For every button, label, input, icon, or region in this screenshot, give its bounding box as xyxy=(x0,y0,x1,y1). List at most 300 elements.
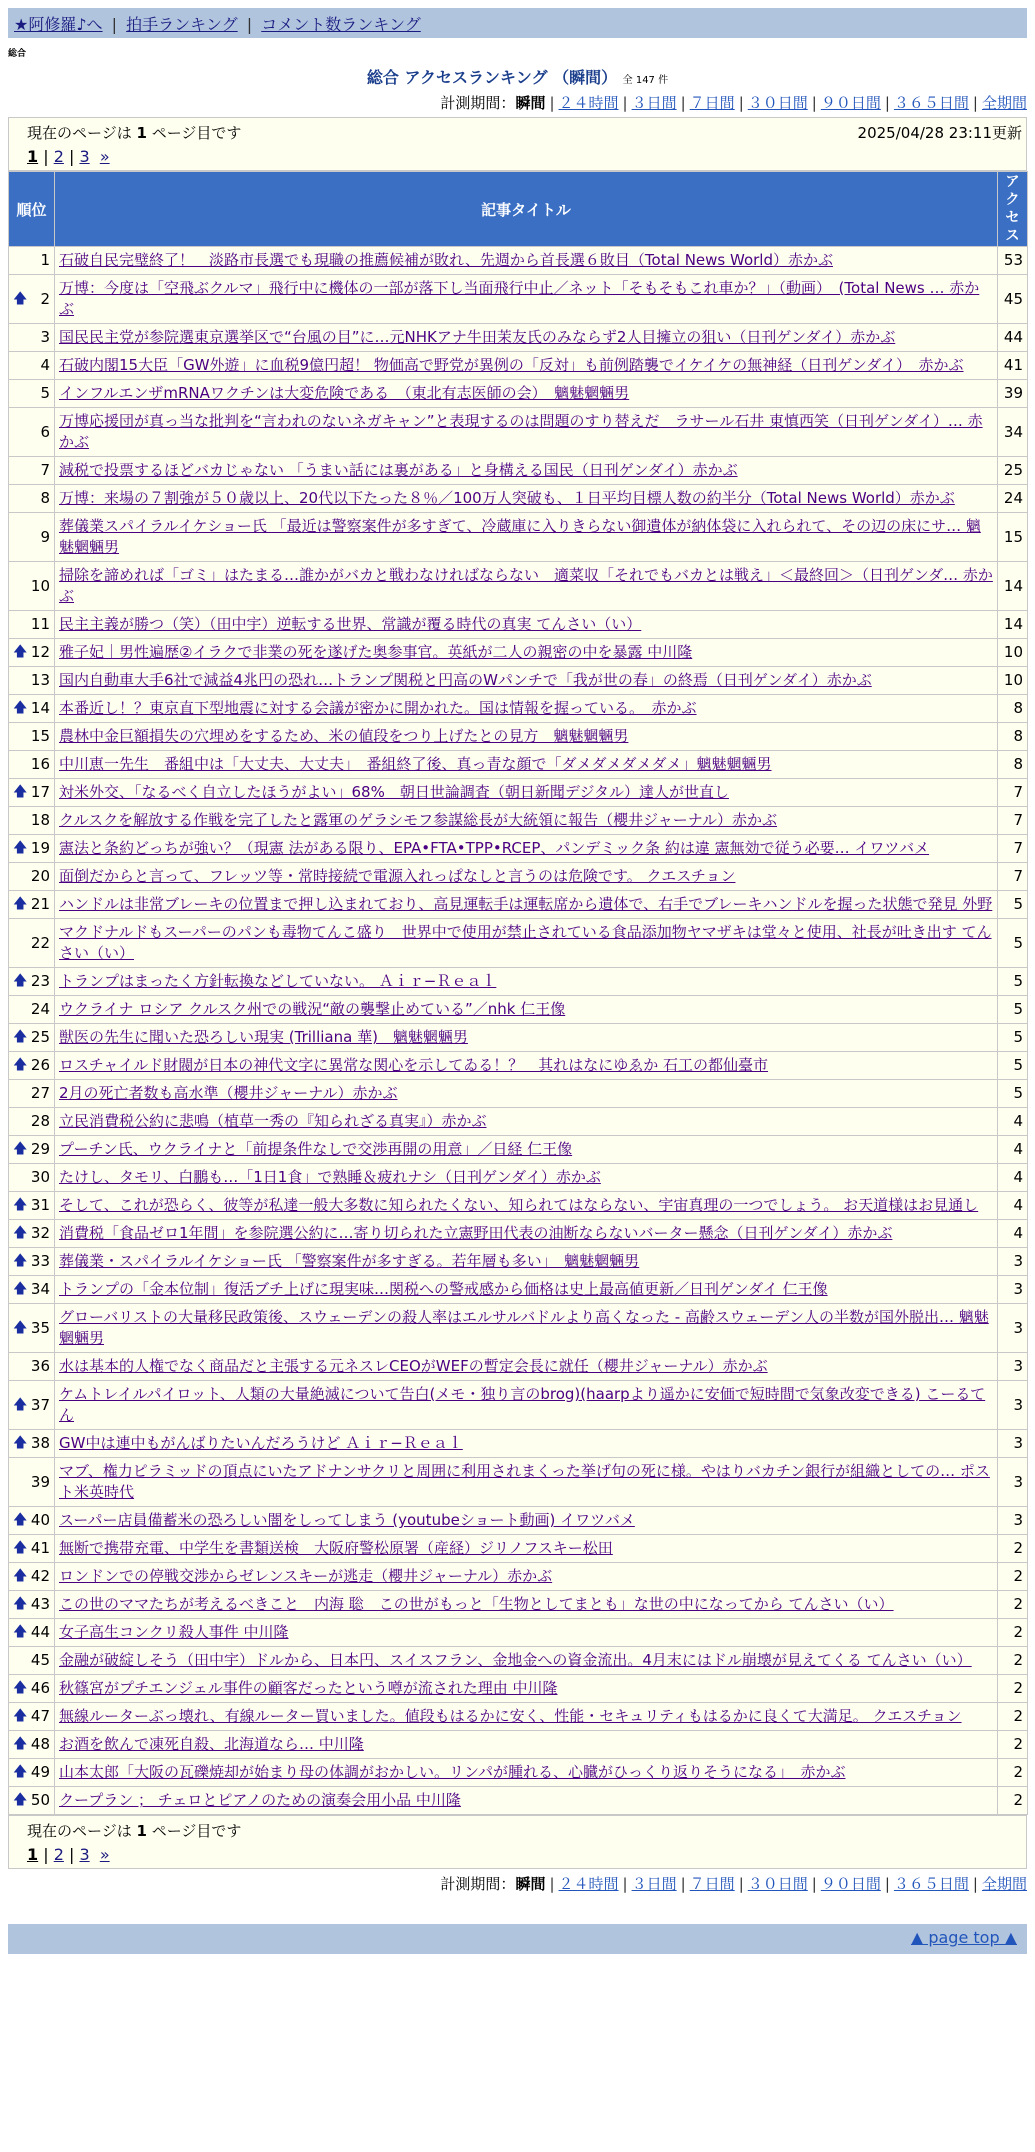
rank-number: 41 xyxy=(30,1539,50,1557)
period-link[interactable]: 全期間 xyxy=(981,1875,1027,1893)
rank-number: 40 xyxy=(30,1511,50,1529)
title-cell xyxy=(55,1591,998,1619)
comment-ranking-link[interactable]: コメント数ランキング xyxy=(261,15,421,34)
rank-cell xyxy=(9,1759,55,1787)
rank-cell xyxy=(9,562,55,611)
access-count: 2 xyxy=(998,1647,1028,1675)
rank-cell xyxy=(9,1192,55,1220)
period-separator: | xyxy=(549,94,555,112)
title-cell xyxy=(55,1787,998,1815)
access-count: 3 xyxy=(998,1304,1028,1353)
article-title-link[interactable]: 葬儀業スパイラルイケショー氏 「最近は警察案件が多すぎて、冷蔵庫に入りきらない御遺体が納体袋に入れられて、その辺の床にサ… 魑魅魍魎男 xyxy=(59,517,981,556)
up-arrow-icon: 🡅 xyxy=(13,700,28,716)
rank-number: 4 xyxy=(40,356,50,374)
table-row xyxy=(9,1458,1028,1507)
period-link[interactable]: ３６５日間 xyxy=(893,94,969,112)
article-title-link[interactable]: 民主主義が勝つ（笑）（田中宇）逆転する世界、常識が覆る時代の真実 てんさい（い） xyxy=(59,615,642,633)
article-title-link[interactable]: 石破内閣15大臣「GW外遊」に血税9億円超！ 物価高で野党が異例の「反対」も前例踏襲でイケイケの無神経（日刊ゲンダイ） 赤かぶ xyxy=(59,356,964,374)
rank-number: 50 xyxy=(30,1791,50,1809)
rank-number: 42 xyxy=(30,1567,50,1585)
access-count: 53 xyxy=(998,247,1028,275)
article-title-link[interactable]: トランプはまったく方針転換などしていない。 Ａｉｒ−Ｒｅａｌ xyxy=(59,972,497,990)
nav-separator: | xyxy=(111,15,118,34)
up-arrow-icon: 🡅 xyxy=(13,1624,28,1640)
page-top-link[interactable]: ▲ page top ▲ xyxy=(910,1928,1017,1947)
article-title-link[interactable]: 本番近し！？東京直下型地震に対する会議が密かに開かれた。国は情報を握っている。 赤かぶ xyxy=(59,699,697,717)
article-title-link[interactable]: たけし、タモリ、白鵬も…「1日1食」で熟睡＆疲れナシ（日刊ゲンダイ）赤かぶ xyxy=(59,1168,601,1186)
current-page-text: 現在のページは 1 ページ目です xyxy=(27,1822,242,1840)
article-title-link[interactable]: そして、これが恐らく、彼等が私達一般大多数に知られたくない、知られてはならない、宇宙真理の一つでしょう。 お天道様はお見通し xyxy=(59,1196,979,1214)
rank-number: 18 xyxy=(30,811,50,829)
rank-number: 9 xyxy=(40,527,50,546)
access-count: 8 xyxy=(998,751,1028,779)
rank-cell xyxy=(9,352,55,380)
rank-cell xyxy=(9,611,55,639)
title-cell xyxy=(55,996,998,1024)
title-cell xyxy=(55,863,998,891)
rank-cell xyxy=(9,1675,55,1703)
period-separator: | xyxy=(738,94,744,112)
table-row xyxy=(9,457,1028,485)
title-cell xyxy=(55,1164,998,1192)
access-count: 14 xyxy=(998,611,1028,639)
rank-cell xyxy=(9,779,55,807)
article-title-link[interactable]: この世のママたちが考えるべきこと 内海 聡 この世がもっと「生物としてまとも」な世の中になってから てんさい（い） xyxy=(59,1595,894,1613)
pager-page-3[interactable]: 3 xyxy=(79,1845,90,1864)
table-row xyxy=(9,1731,1028,1759)
table-row xyxy=(9,1248,1028,1276)
title-cell xyxy=(55,751,998,779)
period-link[interactable]: ２４時間 xyxy=(558,1875,619,1893)
access-count: 5 xyxy=(998,968,1028,996)
up-arrow-icon: 🡅 xyxy=(13,1568,28,1584)
title-cell xyxy=(55,1619,998,1647)
top-nav-bar xyxy=(8,8,1027,38)
table-row xyxy=(9,408,1028,457)
article-title-link[interactable]: クルスクを解放する作戦を完了したと露軍のゲラシモフ参謀総長が大統領に報告（櫻井ジャーナル）赤かぶ xyxy=(59,811,778,829)
table-row xyxy=(9,1787,1028,1815)
article-title-link[interactable]: 獣医の先生に聞いた恐ろしい現実 (Trilliana 華) 魑魅魍魎男 xyxy=(59,1028,468,1046)
access-count: 2 xyxy=(998,1535,1028,1563)
period-separator: | xyxy=(884,94,890,112)
access-count: 2 xyxy=(998,1619,1028,1647)
table-row xyxy=(9,695,1028,723)
pager-page-3[interactable]: 3 xyxy=(79,147,90,166)
title-cell xyxy=(55,1563,998,1591)
article-title-link[interactable]: 国内自動車大手6社で減益4兆円の恐れ…トランプ関税と円高のWパンチで「我が世の春」の終焉（日刊ゲンダイ）赤かぶ xyxy=(59,671,872,689)
rank-number: 15 xyxy=(30,727,50,745)
rank-cell xyxy=(9,1535,55,1563)
title-cell xyxy=(55,457,998,485)
title-cell xyxy=(55,723,998,751)
rank-cell xyxy=(9,513,55,562)
access-count: 3 xyxy=(998,1381,1028,1430)
rank-number: 33 xyxy=(30,1252,50,1270)
rank-number: 32 xyxy=(30,1224,50,1242)
title-cell xyxy=(55,891,998,919)
access-count: 2 xyxy=(998,1731,1028,1759)
article-title-link[interactable]: GW中は連中もがんばりたいんだろうけど Ａｉｒ−Ｒｅａｌ xyxy=(59,1434,463,1452)
article-title-link[interactable]: グローバリストの大量移民政策後、スウェーデンの殺人率はエルサルバドルより高くなった - 高齢スウェーデン人の半数が国外脱出… 魑魅魍魎男 xyxy=(59,1308,989,1347)
rank-number: 8 xyxy=(40,489,50,507)
title-cell xyxy=(55,1535,998,1563)
access-count: 10 xyxy=(998,639,1028,667)
up-arrow-icon: 🡅 xyxy=(13,1680,28,1696)
rank-cell xyxy=(9,1787,55,1815)
page-info-box-top xyxy=(8,117,1027,171)
rank-cell xyxy=(9,807,55,835)
table-row xyxy=(9,863,1028,891)
table-row xyxy=(9,1647,1028,1675)
period-link[interactable]: ２４時間 xyxy=(558,94,619,112)
up-arrow-icon: 🡅 xyxy=(13,1596,28,1612)
access-count: 7 xyxy=(998,807,1028,835)
period-link[interactable]: ７日間 xyxy=(689,1875,735,1893)
table-header-row xyxy=(9,172,1028,247)
table-row xyxy=(9,807,1028,835)
pager-next[interactable]: » xyxy=(99,147,110,166)
table-row xyxy=(9,562,1028,611)
table-row xyxy=(9,996,1028,1024)
rank-cell xyxy=(9,1703,55,1731)
rank-number: 23 xyxy=(30,972,50,990)
title-cell xyxy=(55,1647,998,1675)
title-cell xyxy=(55,352,998,380)
up-arrow-icon: 🡅 xyxy=(13,973,28,989)
pager-current: 1 xyxy=(27,1845,39,1864)
rank-cell xyxy=(9,863,55,891)
article-title-link[interactable]: 2月の死亡者数も高水準（櫻井ジャーナル）赤かぶ xyxy=(59,1084,398,1102)
access-count: 4 xyxy=(998,1192,1028,1220)
up-arrow-icon: 🡅 xyxy=(13,1764,28,1780)
article-title-link[interactable]: クープラン ； チェロとピアノのための演奏会用小品 中川隆 xyxy=(59,1791,461,1809)
table-row xyxy=(9,275,1028,324)
title-cell xyxy=(55,408,998,457)
access-count: 8 xyxy=(998,695,1028,723)
rank-number: 2 xyxy=(40,289,50,308)
access-count: 3 xyxy=(998,1353,1028,1381)
article-title-link[interactable]: ロスチャイルド財閥が日本の神代文字に異常な関心を示してゐる！？ 其れはなにゆゑか 石工の都仙臺市 xyxy=(59,1056,769,1074)
rank-cell xyxy=(9,1381,55,1430)
article-title-link[interactable]: インフルエンザmRNAワクチンは大変危険である （東北有志医師の会） 魑魅魍魎男 xyxy=(59,384,630,402)
current-page-text: 現在のページは 1 ページ目です xyxy=(27,124,242,142)
table-row xyxy=(9,1759,1028,1787)
rank-number: 49 xyxy=(30,1763,50,1781)
title-cell xyxy=(55,919,998,968)
access-count: 2 xyxy=(998,1703,1028,1731)
article-title-link[interactable]: 山本太郎「大阪の瓦礫焼却が始まり母の体調がおかしい。リンパが腫れる、心臓がひっくり返りそうになる」 赤かぶ xyxy=(59,1763,846,1781)
rank-number: 46 xyxy=(30,1679,50,1697)
rank-number: 34 xyxy=(30,1280,50,1298)
rank-number: 44 xyxy=(30,1623,50,1641)
article-title-link[interactable]: 国民民主党が参院選東京選挙区で“台風の目”に…元NHKアナ牛田茉友氏のみならず2人目擁立の狙い（日刊ゲンダイ）赤かぶ xyxy=(59,328,896,346)
rank-cell xyxy=(9,1248,55,1276)
table-row xyxy=(9,1136,1028,1164)
rank-number: 21 xyxy=(30,895,50,913)
up-arrow-icon: 🡅 xyxy=(13,1736,28,1752)
rank-cell xyxy=(9,1108,55,1136)
rank-number: 36 xyxy=(30,1357,50,1375)
rank-cell xyxy=(9,1276,55,1304)
pager-current: 1 xyxy=(27,147,39,166)
rank-cell xyxy=(9,968,55,996)
up-arrow-icon: 🡅 xyxy=(13,1396,28,1413)
period-link[interactable]: ７日間 xyxy=(689,94,735,112)
up-arrow-icon: 🡅 xyxy=(13,1512,28,1528)
rank-cell xyxy=(9,919,55,968)
article-title-link[interactable]: ハンドルは非常ブレーキの位置まで押し込まれており、高見運転手は運転席から遺体で、右手でブレーキハンドルを握った状態で発見 外野 xyxy=(59,895,993,913)
table-row xyxy=(9,639,1028,667)
rank-number: 17 xyxy=(30,783,50,801)
rank-cell xyxy=(9,639,55,667)
rank-number: 19 xyxy=(30,839,50,857)
access-count: 5 xyxy=(998,1080,1028,1108)
access-count: 5 xyxy=(998,996,1028,1024)
rank-number: 11 xyxy=(30,615,50,633)
title-cell xyxy=(55,1248,998,1276)
title-cell xyxy=(55,1731,998,1759)
rank-number: 7 xyxy=(40,461,50,479)
rank-cell xyxy=(9,695,55,723)
pager-bottom: 1 | 2 | 3 » xyxy=(27,1845,110,1864)
table-row xyxy=(9,667,1028,695)
table-row xyxy=(9,1164,1028,1192)
title-cell xyxy=(55,639,998,667)
access-count: 3 xyxy=(998,1430,1028,1458)
access-count: 5 xyxy=(998,891,1028,919)
rank-number: 45 xyxy=(30,1651,50,1669)
title-cell xyxy=(55,968,998,996)
period-separator: | xyxy=(680,1875,686,1893)
access-count: 24 xyxy=(998,485,1028,513)
article-title-link[interactable]: お酒を飲んで凍死自殺、北海道なら… 中川隆 xyxy=(59,1735,364,1753)
access-count: 3 xyxy=(998,1507,1028,1535)
pager-next[interactable]: » xyxy=(99,1845,110,1864)
period-separator: | xyxy=(811,94,817,112)
access-count: 8 xyxy=(998,723,1028,751)
category-label: 総合 xyxy=(8,49,27,59)
access-count: 3 xyxy=(998,1248,1028,1276)
up-arrow-icon: 🡅 xyxy=(13,1225,28,1241)
article-title-link[interactable]: 万博：今度は「空飛ぶクルマ」飛行中に機体の一部が落下し当面飛行中止／ネット「そもそもこれ車か？」（動画） (Total News … 赤かぶ xyxy=(59,279,980,318)
title-cell xyxy=(55,667,998,695)
title-cell xyxy=(55,1430,998,1458)
up-arrow-icon: 🡅 xyxy=(13,290,28,307)
table-row xyxy=(9,919,1028,968)
period-separator: | xyxy=(622,94,628,112)
access-count: 39 xyxy=(998,380,1028,408)
table-row xyxy=(9,380,1028,408)
rank-cell xyxy=(9,1507,55,1535)
article-title-link[interactable]: ケムトレイルパイロット、人類の大量絶滅について告白(メモ・独り言のbrog)(haarpより遥かに安価で短時間で気象改変できる) こーるてん xyxy=(59,1385,986,1424)
updated-timestamp: 2025/04/28 23:11更新 xyxy=(857,124,1022,142)
up-arrow-icon: 🡅 xyxy=(13,1708,28,1724)
access-count: 44 xyxy=(998,324,1028,352)
rank-number: 22 xyxy=(30,933,50,952)
table-row xyxy=(9,1703,1028,1731)
access-count: 2 xyxy=(998,1787,1028,1815)
title-cell xyxy=(55,1080,998,1108)
table-row xyxy=(9,1052,1028,1080)
period-link[interactable]: ３日間 xyxy=(631,94,677,112)
article-title-link[interactable]: 秋篠宮がプチエンジェル事件の顧客だったという噂が流された理由 中川隆 xyxy=(59,1679,558,1697)
title-cell xyxy=(55,1381,998,1430)
period-link[interactable]: ９０日間 xyxy=(820,1875,881,1893)
access-count: 14 xyxy=(998,562,1028,611)
table-row xyxy=(9,1430,1028,1458)
rank-number: 31 xyxy=(30,1196,50,1214)
table-row xyxy=(9,247,1028,275)
period-link[interactable]: ３０日間 xyxy=(747,1875,808,1893)
period-label: 計測期間： xyxy=(440,1875,516,1893)
rank-cell xyxy=(9,275,55,324)
up-arrow-icon: 🡅 xyxy=(13,1029,28,1045)
title-cell xyxy=(55,485,998,513)
article-title-link[interactable]: ウクライナ ロシア クルスク州での戦況“敵の襲撃止めている”／nhk 仁王像 xyxy=(59,1000,566,1018)
rank-number: 16 xyxy=(30,755,50,773)
ranking-title: 総合 アクセスランキング （瞬間） xyxy=(366,68,618,87)
article-title-link[interactable]: マブ、権力ピラミッドの頂点にいたアドナンサクリと周囲に利用されまくった挙げ句の死に様。やはりバカチン銀行が組織としての… ポスト米英時代 xyxy=(59,1462,990,1501)
rank-number: 28 xyxy=(30,1112,50,1130)
rank-cell xyxy=(9,667,55,695)
rank-cell xyxy=(9,1220,55,1248)
period-link[interactable]: ３６５日間 xyxy=(893,1875,969,1893)
col-rank-header: 順位 xyxy=(9,172,55,247)
article-title-link[interactable]: 金融が破綻しそう（田中宇）ドルから、日本円、スイスフラン、金地金への資金流出。4月末にはドル崩壊が見えてくる てんさい（い） xyxy=(59,1651,972,1669)
up-arrow-icon: 🡅 xyxy=(13,1319,28,1336)
rank-cell xyxy=(9,457,55,485)
up-arrow-icon: 🡅 xyxy=(13,1540,28,1556)
table-row xyxy=(9,1591,1028,1619)
rank-cell xyxy=(9,324,55,352)
rank-number: 13 xyxy=(30,671,50,689)
period-link[interactable]: 全期間 xyxy=(981,94,1027,112)
period-separator: | xyxy=(622,1875,628,1893)
article-title-link[interactable]: 農林中金巨額損失の穴埋めをするため、米の値段をつり上げたとの見方 魑魅魍魎男 xyxy=(59,727,629,745)
article-title-link[interactable]: 面倒だからと言って、フレッツ等・常時接続で電源入れっぱなしと言うのは危険です。 クエスチョン xyxy=(59,867,736,885)
rank-number: 5 xyxy=(40,384,50,402)
rank-number: 30 xyxy=(30,1168,50,1186)
table-row xyxy=(9,835,1028,863)
rank-number: 48 xyxy=(30,1735,50,1753)
article-title-link[interactable]: 対米外交、「なるべく自立したほうがよい」68% 朝日世論調査（朝日新聞デジタル）達人が世直し xyxy=(59,783,729,801)
article-title-link[interactable]: 憲法と条約どっちが強い？（現憲 法がある限り、EPA•FTA•TPP•RCEP、パンデミック条 約は違 憲無効で従う必要… イワツバメ xyxy=(59,839,930,857)
article-title-link[interactable]: スーパー店員備蓄米の恐ろしい闇をしってしまう (youtubeショート動画) イワツバメ xyxy=(59,1511,635,1529)
applause-ranking-link[interactable]: 拍手ランキング xyxy=(126,15,238,34)
access-count: 34 xyxy=(998,408,1028,457)
up-arrow-icon: 🡅 xyxy=(13,840,28,856)
article-title-link[interactable]: ロンドンでの停戦交渉からゼレンスキーが逃走（櫻井ジャーナル）赤かぶ xyxy=(59,1567,553,1585)
rank-cell xyxy=(9,1080,55,1108)
article-title-link[interactable]: 女子高生コンクリ殺人事件 中川隆 xyxy=(59,1623,289,1641)
pager-page-2[interactable]: 2 xyxy=(53,147,64,166)
article-title-link[interactable]: 万博応援団が真っ当な批判を“言われのないネガキャン”と表現するのは問題のすり替えだ ラサール石井 東慎西笑（日刊ゲンダイ）… 赤かぶ xyxy=(59,412,983,451)
pager-top: 1 | 2 | 3 » xyxy=(27,147,110,166)
table-row xyxy=(9,1535,1028,1563)
rank-cell xyxy=(9,247,55,275)
ranking-table xyxy=(8,171,1028,1815)
rank-cell xyxy=(9,408,55,457)
title-cell xyxy=(55,275,998,324)
page-info-box-bottom xyxy=(8,1815,1027,1869)
article-title-link[interactable]: プーチン氏、ウクライナと「前提条件なしで交渉再開の用意」／日経 仁王像 xyxy=(59,1140,573,1158)
rank-number: 43 xyxy=(30,1595,50,1613)
title-cell xyxy=(55,1675,998,1703)
rank-cell xyxy=(9,751,55,779)
table-row xyxy=(9,723,1028,751)
period-link[interactable]: ９０日間 xyxy=(820,94,881,112)
home-link[interactable]: ★阿修羅♪へ xyxy=(14,15,103,34)
article-title-link[interactable]: 水は基本的人権でなく商品だと主張する元ネスレCEOがWEFの暫定会長に就任（櫻井ジャーナル）赤かぶ xyxy=(59,1357,768,1375)
article-title-link[interactable]: 無断で携帯充電、中学生を書類送検 大阪府警松原署（産経）ジリノフスキー松田 xyxy=(59,1539,613,1557)
rank-cell xyxy=(9,1353,55,1381)
table-row xyxy=(9,1024,1028,1052)
access-count: 5 xyxy=(998,1024,1028,1052)
article-title-link[interactable]: 減税で投票するほどバカじゃない 「うまい話には裏がある」と身構える国民（日刊ゲンダイ）赤かぶ xyxy=(59,461,738,479)
access-count: 45 xyxy=(998,275,1028,324)
period-selector-bottom xyxy=(8,1873,1027,1894)
title-cell xyxy=(55,611,998,639)
period-link[interactable]: ３日間 xyxy=(631,1875,677,1893)
title-cell xyxy=(55,835,998,863)
article-title-link[interactable]: 立民消費税公約に悲鳴（植草一秀の『知られざる真実』）赤かぶ xyxy=(59,1112,487,1130)
rank-number: 24 xyxy=(30,1000,50,1018)
title-cell xyxy=(55,513,998,562)
article-title-link[interactable]: 無線ルーターぶっ壊れ、有線ルーター買いました。値段もはるかに安く、性能・セキュリティもはるかに良くて大満足。 クエスチョン xyxy=(59,1707,962,1725)
rank-cell xyxy=(9,1136,55,1164)
title-cell xyxy=(55,1052,998,1080)
rank-cell xyxy=(9,380,55,408)
article-title-link[interactable]: 中川恵一先生 番組中は「大丈夫、大丈夫」 番組終了後、真っ青な顔で「ダメダメダメダメ」魑魅魍魎男 xyxy=(59,755,772,773)
rank-number: 35 xyxy=(30,1318,50,1337)
title-cell xyxy=(55,324,998,352)
title-cell xyxy=(55,247,998,275)
article-title-link[interactable]: マクドナルドもスーパーのパンも毒物てんこ盛り 世界中で使用が禁止されている食品添加物ヤマザキは堂々と使用、社長が吐き出す てんさい（い） xyxy=(59,923,992,962)
col-title-header: 記事タイトル xyxy=(55,172,998,247)
col-access-header: アクセス xyxy=(998,172,1028,247)
table-row xyxy=(9,1304,1028,1353)
title-cell xyxy=(55,380,998,408)
current-page-number: 1 xyxy=(136,124,147,142)
article-title-link[interactable]: 消費税「食品ゼロ1年間」を参院選公約に…寄り切られた立憲野田代表の油断ならないバーター懸念（日刊ゲンダイ）赤かぶ xyxy=(59,1224,893,1242)
article-title-link[interactable]: 雅子妃｜男性遍歴②イラクで非業の死を遂げた奥参事官。英紙が二人の親密の中を暴露 中川隆 xyxy=(59,643,693,661)
period-current: 瞬間 xyxy=(515,1875,546,1893)
pager-page-2[interactable]: 2 xyxy=(53,1845,64,1864)
article-title-link[interactable]: トランプの「金本位制」復活ブチ上げに現実味…関税への警戒感から価格は史上最高値更新／日刊ゲンダイ 仁王像 xyxy=(59,1280,828,1298)
up-arrow-icon: 🡅 xyxy=(13,1792,28,1808)
period-selector-top xyxy=(8,92,1027,113)
table-row xyxy=(9,485,1028,513)
title-cell xyxy=(55,1759,998,1787)
rank-number: 39 xyxy=(30,1472,50,1491)
rank-cell xyxy=(9,1731,55,1759)
rank-cell xyxy=(9,1647,55,1675)
access-count: 2 xyxy=(998,1563,1028,1591)
table-row xyxy=(9,513,1028,562)
total-count: 全 147 件 xyxy=(622,75,669,86)
article-title-link[interactable]: 石破自民完璧終了！ 淡路市長選でも現職の推薦候補が敗れ、先週から首長選６敗目（Total News World）赤かぶ xyxy=(59,251,833,269)
article-title-link[interactable]: 葬儀業・スパイラルイケショー氏 「警察案件が多すぎる。若年層も多い」 魑魅魍魎男 xyxy=(59,1252,640,1270)
table-row xyxy=(9,1507,1028,1535)
page-title xyxy=(0,65,1035,88)
rank-number: 47 xyxy=(30,1707,50,1725)
article-title-link[interactable]: 万博：来場の７割強が５０歳以上、20代以下たった８％／100万人突破も、１日平均目標人数の約半分（Total News World）赤かぶ xyxy=(59,489,955,507)
title-cell xyxy=(55,1276,998,1304)
rank-cell xyxy=(9,891,55,919)
up-arrow-icon: 🡅 xyxy=(13,644,28,660)
period-link[interactable]: ３０日間 xyxy=(747,94,808,112)
article-title-link[interactable]: 掃除を諦めれば「ゴミ」はたまる…誰かがバカと戦わなければならない 適菜収「それでもバカとは戦え」＜最終回＞（日刊ゲンダ… 赤かぶ xyxy=(59,566,993,605)
